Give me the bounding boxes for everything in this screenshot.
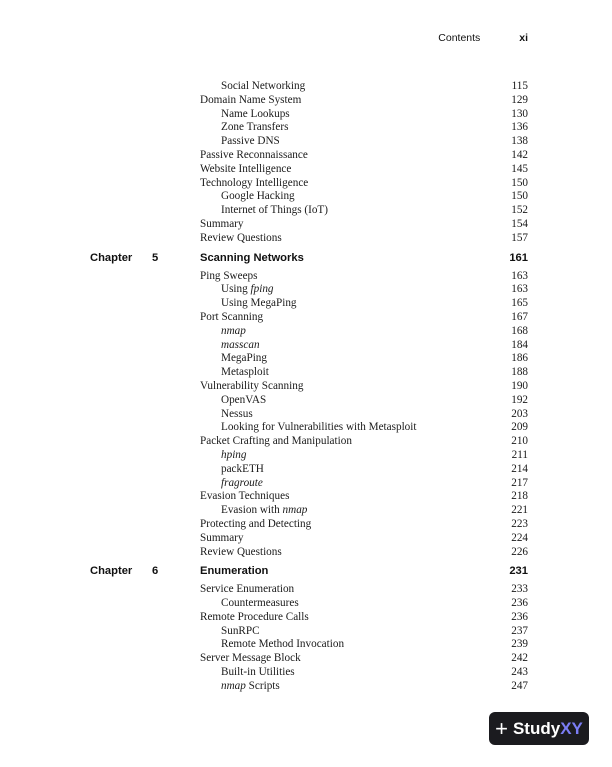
toc-entry[interactable] <box>0 108 612 122</box>
studyxy-badge[interactable] <box>489 712 589 745</box>
toc-entry-page: 237 <box>511 624 528 637</box>
toc-entry-title: Passive DNS <box>221 135 280 148</box>
chapter-label: Chapter <box>90 251 133 264</box>
chapter-heading[interactable] <box>0 247 612 269</box>
toc-entry[interactable] <box>0 121 612 135</box>
toc-entry-title: nmap Scripts <box>221 679 280 692</box>
toc-entry-title: Looking for Vulnerabilities with Metasploit <box>221 421 417 434</box>
toc-entry-page: 167 <box>511 310 528 323</box>
toc-entry-title: Vulnerability Scanning <box>200 379 304 392</box>
toc-entry[interactable] <box>0 408 612 422</box>
toc-entry-page: 243 <box>511 666 528 679</box>
toc-entry[interactable] <box>0 270 612 284</box>
toc-entry-title: Nessus <box>221 407 253 420</box>
toc-entry[interactable] <box>0 518 612 532</box>
toc-entry-page: 115 <box>511 80 528 92</box>
toc-entry-page: 157 <box>511 231 528 244</box>
toc-entry[interactable] <box>0 163 612 177</box>
toc-entry[interactable] <box>0 94 612 108</box>
toc-entry-page: 236 <box>511 610 528 623</box>
toc-entry-page: 192 <box>511 393 528 406</box>
toc-entry-title: Review Questions <box>200 545 282 558</box>
toc-entry-title: Metasploit <box>221 366 269 379</box>
toc-entry-title: hping <box>221 448 247 461</box>
toc-entry[interactable] <box>0 149 612 163</box>
toc-entry-title: Remote Procedure Calls <box>200 610 309 623</box>
toc-entry[interactable] <box>0 204 612 218</box>
toc-entry-page: 154 <box>511 217 528 230</box>
toc-entry[interactable] <box>0 638 612 652</box>
toc-entry-page: 209 <box>511 421 528 434</box>
toc-entry-title: Internet of Things (IoT) <box>221 204 328 217</box>
toc-entry-page: 218 <box>511 490 528 503</box>
toc-entry[interactable] <box>0 325 612 339</box>
toc-entry-page: 233 <box>511 583 528 596</box>
toc-entry[interactable] <box>0 652 612 666</box>
toc-entry-page: 217 <box>511 476 528 489</box>
toc-entry-title: Port Scanning <box>200 310 264 323</box>
toc-entry[interactable] <box>0 218 612 232</box>
toc-entry-page: 224 <box>511 531 528 544</box>
brand-name: StudyXY <box>512 718 583 738</box>
toc-entry-page: 211 <box>511 448 528 461</box>
toc-entry[interactable] <box>0 352 612 366</box>
toc-entry-title: Name Lookups <box>221 107 290 120</box>
toc-entry[interactable] <box>0 339 612 353</box>
chapter-page: 161 <box>509 251 528 264</box>
toc-entry-title: Evasion Techniques <box>200 490 290 503</box>
toc-entry[interactable] <box>0 532 612 546</box>
toc-entry-page: 239 <box>511 638 528 651</box>
toc-entry-page: 150 <box>511 176 528 189</box>
toc-entry-title: Server Message Block <box>200 652 301 665</box>
toc-entry-page: 236 <box>511 597 528 610</box>
toc-entry[interactable] <box>0 477 612 491</box>
chapter-number: 5 <box>152 251 159 264</box>
toc-entry-title: Using MegaPing <box>221 297 297 310</box>
toc-entry-page: 168 <box>511 324 528 337</box>
running-head <box>438 32 528 44</box>
toc-entry[interactable] <box>0 421 612 435</box>
toc-entry-title: Evasion with nmap <box>221 504 308 517</box>
toc-entry-page: 152 <box>511 204 528 217</box>
toc-entry[interactable] <box>0 666 612 680</box>
toc-entry-page: 145 <box>511 162 528 175</box>
toc-entry[interactable] <box>0 177 612 191</box>
toc-entry-page: 188 <box>511 366 528 379</box>
chapter-number: 6 <box>152 565 159 578</box>
toc-entry-title: packETH <box>221 462 264 475</box>
toc-entry-title: Zone Transfers <box>221 121 289 134</box>
chapter-title: Enumeration <box>200 565 269 578</box>
toc-entry-title: Domain Name System <box>200 93 302 106</box>
table-of-contents <box>0 80 612 694</box>
toc-entry-title: Service Enumeration <box>200 583 295 596</box>
toc-entry-title: Remote Method Invocation <box>221 638 345 651</box>
toc-entry[interactable] <box>0 297 612 311</box>
toc-entry-title: Social Networking <box>221 80 306 92</box>
toc-entry-page: 226 <box>511 545 528 558</box>
toc-entry-title: Passive Reconnaissance <box>200 148 308 161</box>
toc-entry[interactable] <box>0 135 612 149</box>
toc-entry-page: 163 <box>511 283 528 296</box>
toc-entry-title: Summary <box>200 217 244 230</box>
toc-entry-title: masscan <box>221 338 260 351</box>
toc-entry-title: nmap <box>221 324 246 337</box>
toc-entry[interactable] <box>0 311 612 325</box>
toc-entry-page: 186 <box>511 352 528 365</box>
chapter-page: 231 <box>509 565 528 578</box>
section-title: Contents <box>438 32 481 44</box>
toc-entry[interactable] <box>0 583 612 597</box>
toc-entry-page: 165 <box>511 297 528 310</box>
toc-entry-page: 214 <box>511 462 528 475</box>
toc-entry-page: 142 <box>511 148 528 161</box>
toc-entry[interactable] <box>0 394 612 408</box>
page-number: xi <box>519 32 528 44</box>
toc-entry[interactable] <box>0 449 612 463</box>
plus-icon: + <box>495 715 508 741</box>
toc-entry[interactable] <box>0 232 612 246</box>
toc-entry-page: 221 <box>511 504 528 517</box>
toc-entry-title: MegaPing <box>221 352 267 365</box>
toc-entry[interactable] <box>0 490 612 504</box>
toc-entry-page: 138 <box>511 135 528 148</box>
toc-entry-page: 136 <box>511 121 528 134</box>
toc-entry-page: 129 <box>511 93 528 106</box>
toc-entry-page: 130 <box>511 107 528 120</box>
toc-entry-title: SunRPC <box>221 624 260 637</box>
toc-entry-title: Protecting and Detecting <box>200 517 312 530</box>
toc-entry-page: 210 <box>511 435 528 448</box>
toc-entry-title: Summary <box>200 531 244 544</box>
toc-entry[interactable] <box>0 504 612 518</box>
toc-entry[interactable] <box>0 597 612 611</box>
toc-entry-page: 150 <box>511 190 528 203</box>
toc-entry-title: Countermeasures <box>221 597 299 610</box>
toc-entry-page: 242 <box>511 652 528 665</box>
toc-entry[interactable] <box>0 380 612 394</box>
toc-entry-page: 184 <box>511 338 528 351</box>
toc-entry-title: Google Hacking <box>221 190 295 203</box>
chapter-title: Scanning Networks <box>200 251 304 264</box>
toc-entry-title: Technology Intelligence <box>200 176 309 189</box>
toc-entry[interactable] <box>0 625 612 639</box>
toc-entry-title: OpenVAS <box>221 393 267 406</box>
toc-entry-page: 223 <box>511 517 528 530</box>
toc-entry-title: fragroute <box>221 476 263 489</box>
chapter-label: Chapter <box>90 565 133 578</box>
toc-entry-page: 163 <box>511 269 528 282</box>
toc-entry-page: 247 <box>511 679 528 692</box>
toc-entry-title: Packet Crafting and Manipulation <box>200 435 352 448</box>
toc-entry[interactable] <box>0 366 612 380</box>
toc-entry-title: Ping Sweeps <box>200 269 258 282</box>
toc-entry-title: Using fping <box>221 283 274 296</box>
toc-entry[interactable] <box>0 611 612 625</box>
toc-entry-title: Built-in Utilities <box>221 666 295 679</box>
toc-entry[interactable] <box>0 680 612 694</box>
toc-entry-title: Review Questions <box>200 231 282 244</box>
toc-entry[interactable] <box>0 435 612 449</box>
toc-entry[interactable] <box>0 546 612 560</box>
toc-entry-title: Website Intelligence <box>200 162 292 175</box>
chapter-heading[interactable] <box>0 560 612 582</box>
toc-entry[interactable] <box>0 283 612 297</box>
toc-entry[interactable] <box>0 190 612 204</box>
toc-entry-page: 203 <box>511 407 528 420</box>
toc-entry[interactable] <box>0 80 612 94</box>
toc-entry-page: 190 <box>511 379 528 392</box>
toc-entry[interactable] <box>0 463 612 477</box>
